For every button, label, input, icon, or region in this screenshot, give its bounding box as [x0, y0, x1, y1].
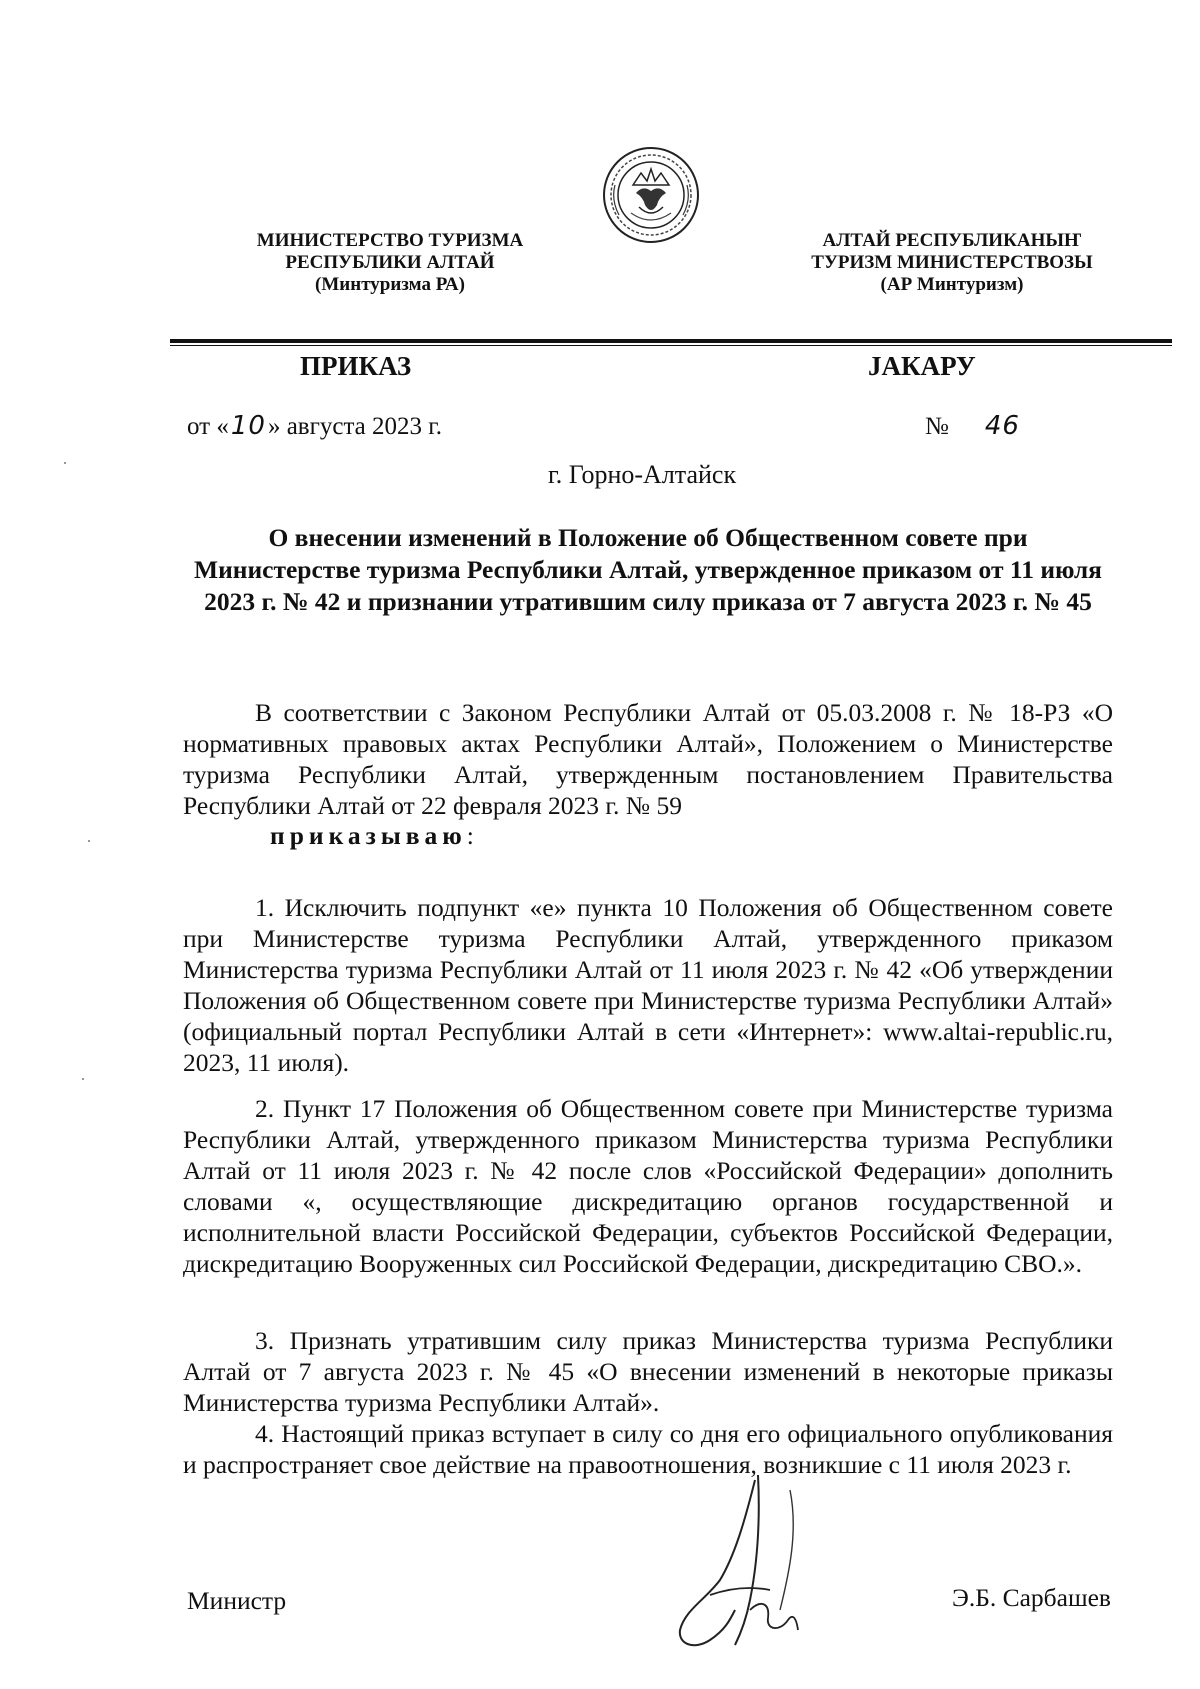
date-prefix: от « [187, 413, 229, 440]
coat-of-arms-icon [601, 145, 701, 245]
decree-colon: : [466, 821, 474, 850]
decree-word-text: приказываю [270, 821, 467, 850]
ministry-name-line1: МИНИСТЕРСТВО ТУРИЗМА [256, 230, 524, 251]
preamble-paragraph: В соответствии с Законом Республики Алтай от 05.03.2008 г. № 18-РЗ «О нормативных правовых актах Республики Алтай», Положением о Министерстве туризма Республики Алтай, утвержденным постановлением Правительства Республики Алтай от 22 февраля 2023 г. № 59 [183, 698, 1113, 820]
signature-title: Министр [187, 1586, 287, 1615]
ministry-header-left [240, 230, 540, 296]
number-label: № [925, 413, 949, 440]
header-divider-thick [170, 339, 1172, 343]
ministry-name-alt-line2: ТУРИЗМ МИНИСТЕРСТВОЗЫ [811, 252, 1093, 273]
ministry-header-right [792, 230, 1112, 296]
date-suffix: » августа 2023 г. [267, 413, 442, 440]
order-number [925, 411, 1022, 441]
order-date [187, 411, 442, 441]
number-value-handwritten: 46 [984, 411, 1020, 441]
city-name: г. Горно-Алтайск [548, 460, 737, 489]
order-point-1: 1. Исключить подпункт «е» пункта 10 Положения об Общественном совете при Министерстве туризма Республики Алтай, утвержденного приказом Министерства туризма Республики Алтай от 11 июля 2023 г. № 42 «Об утверждении Положения об Общественном совете при Министерстве туризма Республики Алтай» (официальный портал Республики Алтай в сети «Интернет»: www.altai-republic.ru, 2023, 11 июля). [183, 893, 1113, 1077]
date-day-handwritten: 10 [230, 411, 266, 441]
order-point-3: 3. Признать утратившим силу приказ Министерства туризма Республики Алтай от 7 августа 2023 г. № 45 «О внесении изменений в некоторые приказы Министерства туризма Республики Алтай». [183, 1326, 1113, 1417]
ministry-name-alt-line1: АЛТАЙ РЕСПУБЛИКАНЫҤ [822, 230, 1082, 251]
order-subject: О внесении изменений в Положение об Общественном совете при Министерстве туризма Республики Алтай, утвержденное приказом от 11 июля 2023 г. № 42 и признании утратившим силу приказа от 7 августа 2023 г. № 45 [194, 523, 1102, 616]
ministry-short-name: (Минтуризма РА) [315, 274, 465, 295]
order-point-2: 2. Пункт 17 Положения об Общественном совете при Министерстве туризма Республики Алтай, утвержденного приказом Министерства туризма Республики Алтай от 11 июля 2023 г. № 42 после слов «Российской Федерации» дополнить словами «, осуществляющие дискредитацию органов государственной и исполнительной власти Российской Федерации, субъектов Российской Федерации, дискредитацию Вооруженных сил Российской Федерации, дискредитацию СВО.». [183, 1094, 1113, 1278]
scan-speck [64, 462, 66, 464]
handwritten-signature-icon [640, 1460, 870, 1660]
ministry-name-line2: РЕСПУБЛИКИ АЛТАЙ [285, 252, 495, 273]
signer-name: Э.Б. Сарбашев [952, 1583, 1111, 1612]
decree-word [270, 821, 474, 851]
scan-speck [88, 840, 90, 842]
doc-type-alt: ЈАКАРУ [868, 351, 976, 381]
scan-speck [82, 1078, 84, 1080]
order-point-4: 4. Настоящий приказ вступает в силу со дня его официального опубликования и распространяет свое действие на правоотношения, возникшие с 11 июля 2023 г. [183, 1419, 1113, 1479]
ministry-short-name-alt: (АР Минтуризм) [880, 274, 1024, 295]
header-divider-thin [170, 345, 1172, 346]
doc-type-ru: ПРИКАЗ [300, 351, 412, 381]
